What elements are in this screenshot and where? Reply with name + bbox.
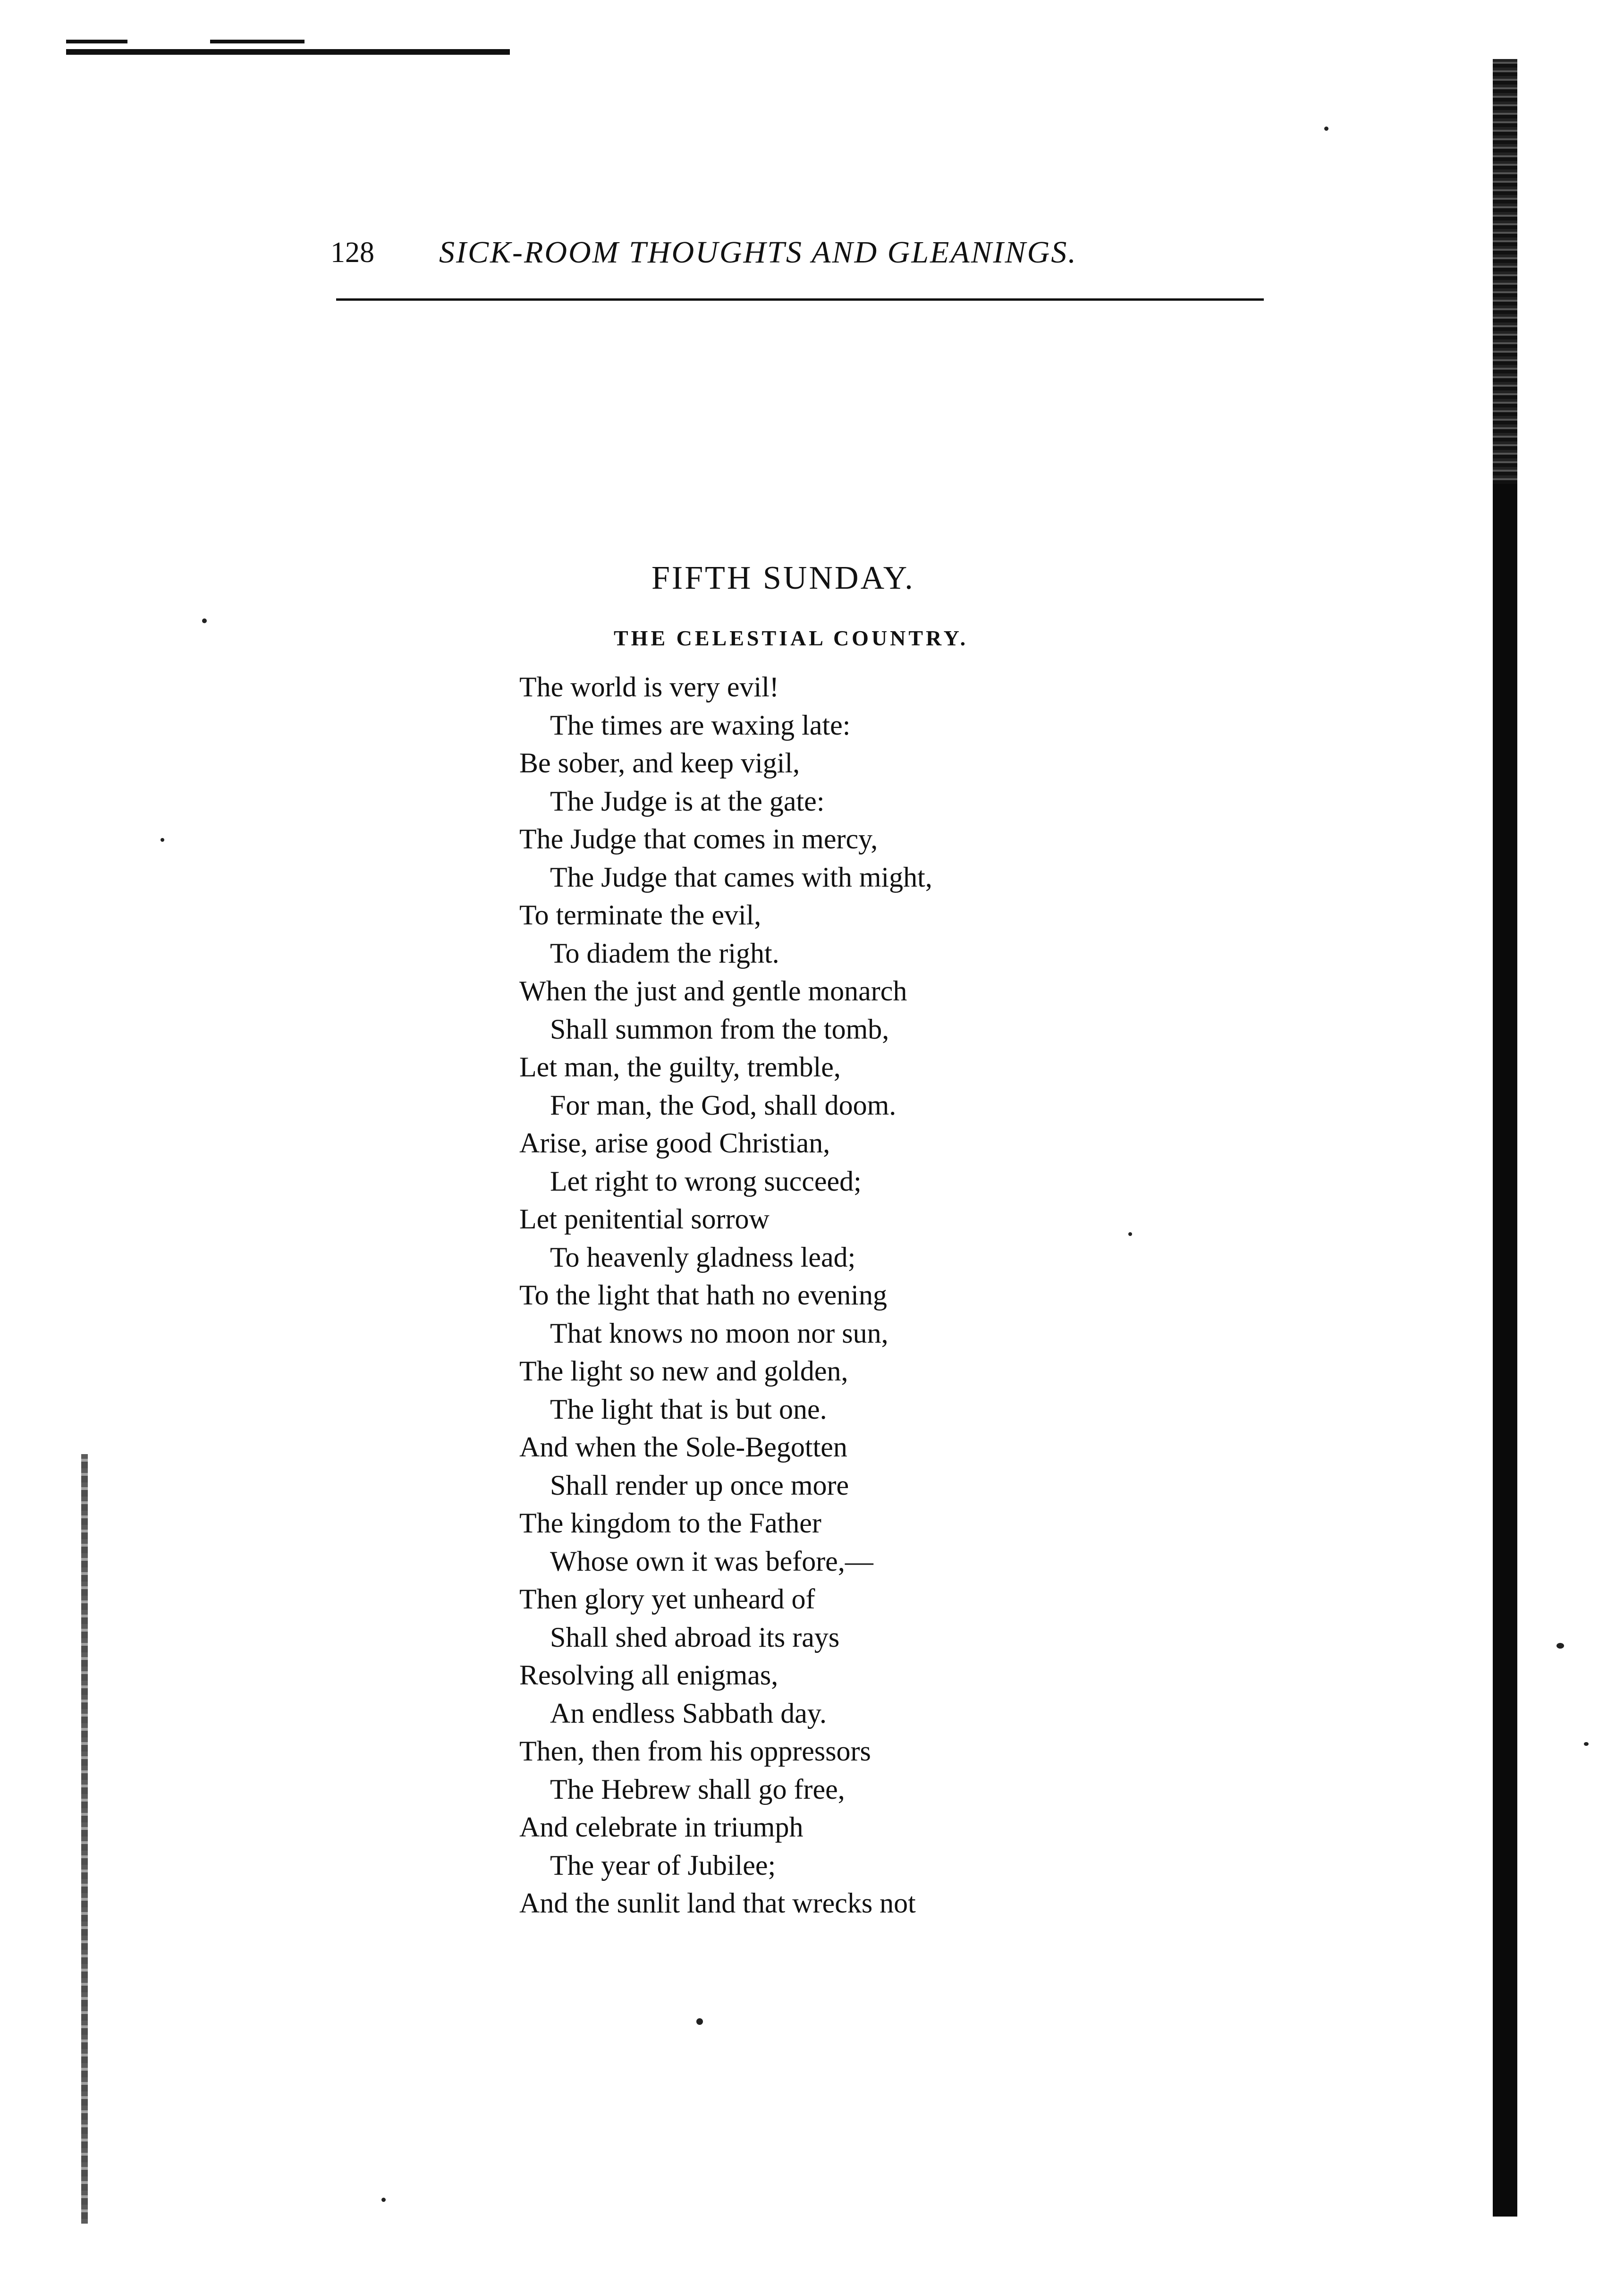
poem-line: Then glory yet unheard of bbox=[519, 1583, 815, 1615]
poem-line: The Hebrew shall go free, bbox=[550, 1773, 845, 1805]
poem-body bbox=[519, 668, 1086, 1922]
poem-line: The light so new and golden, bbox=[519, 1355, 848, 1387]
scan-mark bbox=[66, 40, 127, 43]
header-rule bbox=[336, 298, 1264, 301]
poem-line: Shall shed abroad its rays bbox=[550, 1621, 840, 1653]
poem-line: To diadem the right. bbox=[550, 937, 779, 969]
poem-title: THE CELESTIAL COUNTRY. bbox=[614, 626, 969, 650]
poem-line: For man, the God, shall doom. bbox=[550, 1089, 897, 1121]
running-head: SICK-ROOM THOUGHTS AND GLEANINGS. bbox=[439, 235, 1077, 270]
poem-line: The world is very evil! bbox=[519, 671, 779, 702]
scan-speck bbox=[1128, 1232, 1132, 1236]
scan-speck bbox=[696, 2018, 703, 2025]
poem-line: The light that is but one. bbox=[550, 1393, 827, 1425]
scan-mark bbox=[210, 40, 304, 43]
poem-line: Let penitential sorrow bbox=[519, 1203, 770, 1235]
poem-line: The Judge is at the gate: bbox=[550, 785, 825, 817]
poem-line: Shall summon from the tomb, bbox=[550, 1013, 889, 1045]
poem-line: That knows no moon nor sun, bbox=[550, 1317, 888, 1349]
poem-line: And the sunlit land that wrecks not bbox=[519, 1887, 916, 1919]
poem-line: The year of Jubilee; bbox=[550, 1849, 776, 1881]
scan-binding-edge bbox=[81, 1454, 88, 2224]
poem-line: To terminate the evil, bbox=[519, 899, 761, 931]
page-header bbox=[330, 229, 1265, 281]
page-number: 128 bbox=[330, 237, 374, 269]
poem-line: Let right to wrong succeed; bbox=[550, 1165, 862, 1197]
poem-line: Arise, arise good Christian, bbox=[519, 1127, 830, 1159]
poem-line: An endless Sabbath day. bbox=[550, 1697, 827, 1729]
poem-line: Be sober, and keep vigil, bbox=[519, 747, 800, 779]
poem-line: The Judge that cames with might, bbox=[550, 861, 932, 893]
scan-speck bbox=[161, 838, 164, 842]
scan-speck bbox=[1324, 127, 1328, 131]
poem-line: The Judge that comes in mercy, bbox=[519, 823, 878, 855]
section-title: FIFTH SUNDAY. bbox=[651, 560, 915, 596]
scan-page-edge-texture bbox=[1493, 59, 1517, 484]
scan-mark bbox=[66, 49, 510, 55]
scan-speck bbox=[1584, 1742, 1589, 1746]
scan-speck bbox=[202, 618, 207, 623]
poem-line: Resolving all enigmas, bbox=[519, 1659, 778, 1691]
poem-line: The times are waxing late: bbox=[550, 709, 851, 741]
scan-speck bbox=[1556, 1643, 1564, 1649]
poem-line: Let man, the guilty, tremble, bbox=[519, 1051, 841, 1083]
poem-line: And celebrate in triumph bbox=[519, 1811, 804, 1843]
poem-line: Then, then from his oppressors bbox=[519, 1735, 871, 1767]
poem-line: The kingdom to the Father bbox=[519, 1507, 821, 1539]
poem-line: When the just and gentle monarch bbox=[519, 975, 907, 1007]
poem-line: To the light that hath no evening bbox=[519, 1279, 887, 1311]
poem-line: And when the Sole-Begotten bbox=[519, 1431, 847, 1463]
poem-line: Shall render up once more bbox=[550, 1469, 849, 1501]
scan-speck bbox=[381, 2198, 386, 2202]
poem-line: To heavenly gladness lead; bbox=[550, 1241, 856, 1273]
poem-line: Whose own it was before,— bbox=[550, 1545, 873, 1577]
